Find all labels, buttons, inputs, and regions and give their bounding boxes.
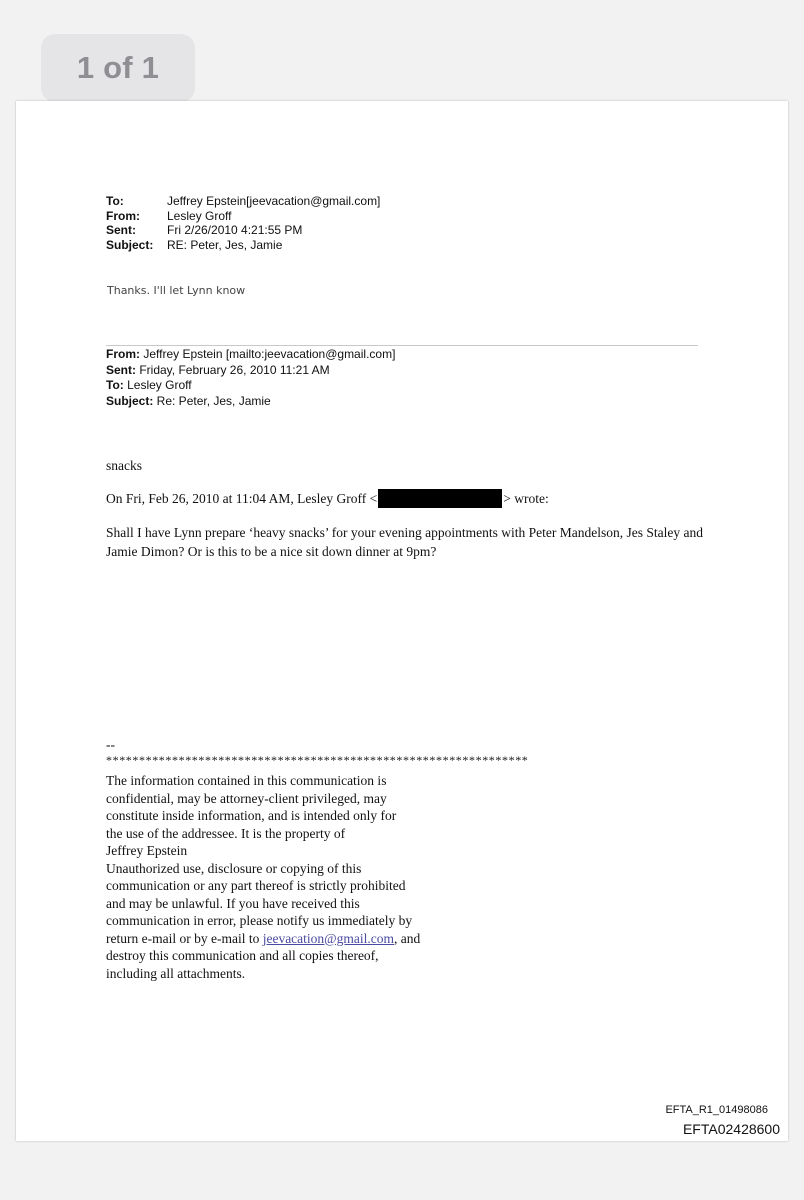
quoted-sent-row [106, 363, 395, 379]
disclaimer-line: the use of the addressee. It is the property of [106, 825, 346, 841]
disclaimer-line: including all attachments. [106, 965, 246, 981]
quoted-sent-value: Friday, February 26, 2010 11:21 AM [136, 362, 330, 377]
wrote-suffix: > wrote: [503, 490, 549, 506]
disclaimer-line: constitute inside information, and is intended only for [106, 808, 397, 823]
page-indicator: 1 of 1 [41, 34, 195, 102]
document-page [16, 101, 788, 1141]
signature-stars: **************************************************************** [106, 753, 529, 767]
quoted-subject-row [106, 394, 395, 410]
quoted-from-label: From: [106, 347, 140, 361]
from-value: Lesley Groff [167, 208, 232, 223]
disclaimer-line: The information contained in this communication is [106, 773, 387, 788]
quoted-to-value: Lesley Groff [123, 378, 192, 392]
to-label: To: [106, 194, 124, 208]
quoted-reply-text: snacks [106, 458, 142, 473]
redaction-box [378, 489, 502, 508]
to-value: Jeffrey Epstein[jeevacation@gmail.com] [167, 194, 381, 208]
disclaimer-line: Jeffrey Epstein [106, 843, 188, 858]
subject-label: Subject: [106, 237, 154, 252]
bates-number-secondary: EFTA02428600 [682, 1121, 780, 1137]
bates-number-primary: EFTA_R1_01498086 [665, 1104, 768, 1116]
disclaimer-line: and may be unlawful. If you have received this [106, 895, 360, 911]
quoted-header [106, 347, 395, 409]
confidentiality-disclaimer [106, 772, 486, 982]
quoted-sent-label: Sent: [106, 362, 136, 377]
disclaimer-line: communication or any part thereof is strictly prohibited [106, 878, 406, 893]
link-line-prefix: return e-mail or by e-mail to [106, 930, 263, 946]
quoted-to-row [106, 378, 395, 394]
wrote-prefix: On Fri, Feb 26, 2010 at 11:04 AM, Lesley Groff < [106, 490, 378, 506]
quoted-from-value: Jeffrey Epstein [mailto:jeevacation@gmail.com] [140, 347, 396, 361]
wrote-line [106, 489, 549, 508]
header-subject-row [106, 238, 380, 253]
signature-dashes: -- [106, 737, 115, 752]
from-label: From: [106, 208, 140, 223]
sent-value: Fri 2/26/2010 4:21:55 PM [167, 223, 303, 237]
reply-text: Thanks. I'll let Lynn know [107, 284, 246, 297]
quoted-divider [106, 345, 698, 346]
quoted-subject-value: Re: Peter, Jes, Jamie [153, 393, 271, 408]
sent-label: Sent: [106, 223, 136, 237]
subject-value: RE: Peter, Jes, Jamie [167, 237, 283, 252]
header-sent-row [106, 223, 380, 238]
email-link[interactable]: jeevacation@gmail.com [262, 930, 394, 946]
disclaimer-link-line [106, 930, 486, 948]
quoted-subject-label: Subject: [106, 393, 154, 408]
disclaimer-line: Unauthorized use, disclosure or copying of this [106, 860, 362, 876]
disclaimer-line: destroy this communication and all copies thereof, [106, 948, 379, 963]
header-to-row [106, 194, 380, 209]
disclaimer-line: communication in error, please notify us immediately by [106, 913, 413, 928]
disclaimer-line: confidential, may be attorney-client privileged, may [106, 790, 387, 806]
quoted-to-label: To: [106, 378, 124, 392]
quoted-from-row [106, 347, 395, 363]
email-header [106, 194, 380, 252]
link-line-suffix: , and [393, 930, 421, 946]
header-from-row [106, 209, 380, 224]
quoted-message: Shall I have Lynn prepare ‘heavy snacks’ for your evening appointments with Peter Mandelson, Jes Staley and Jamie Dimon? Or is this to be a nice sit down dinner at 9pm? [106, 525, 703, 559]
